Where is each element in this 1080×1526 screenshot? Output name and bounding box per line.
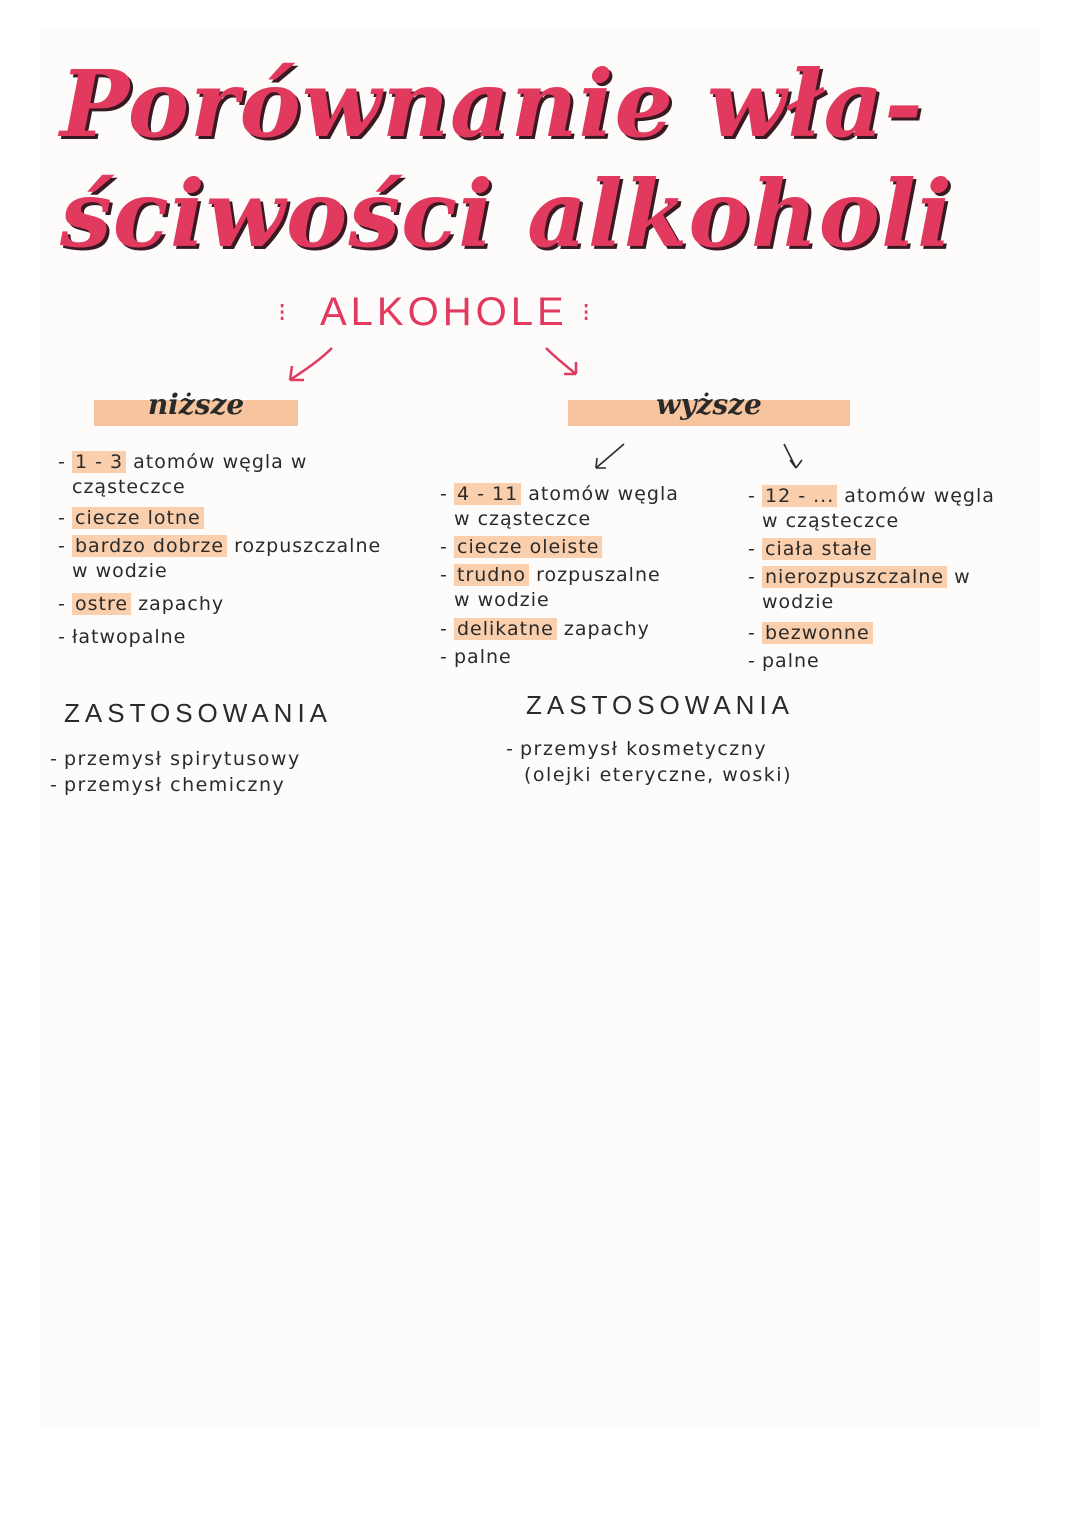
highlight: 12 - ...	[762, 485, 837, 507]
item-text: atomów węgla	[521, 483, 679, 505]
list-item: (olejki eteryczne, woski)	[524, 764, 792, 786]
highlight: trudno	[454, 564, 529, 586]
heading-decoration-left: ⁝	[278, 298, 287, 328]
item-text: łatwopalne	[72, 626, 187, 648]
item-text: w	[947, 566, 971, 588]
list-item: - przemysł chemiczny	[50, 772, 301, 798]
title-line-1: Porównanie wła-	[60, 50, 924, 158]
item-text: atomów węgla w	[126, 451, 308, 473]
list-item	[748, 537, 995, 562]
item-text: zapachy	[556, 618, 650, 640]
list-item	[440, 482, 679, 532]
highlight: ciecze oleiste	[454, 536, 602, 558]
higher-properties-list-1	[440, 482, 679, 673]
list-item	[58, 506, 381, 531]
arrow-sub-left-icon	[588, 440, 632, 474]
heading-alkohole: ALKOHOLE	[320, 290, 568, 334]
category-higher	[568, 388, 850, 426]
list-item: - przemysł kosmetyczny	[506, 736, 792, 762]
item-text-cont: w cząsteczce	[762, 510, 900, 532]
item-text-cont: w wodzie	[72, 560, 168, 582]
arrow-left-icon	[280, 340, 340, 390]
category-lower	[94, 388, 298, 426]
list-item	[748, 621, 995, 646]
list-item: - przemysł spirytusowy	[50, 746, 301, 772]
category-higher-label: wyższe	[656, 388, 762, 421]
list-item	[440, 617, 679, 642]
title-line-2: ściwości alkoholi	[60, 160, 953, 268]
item-text: atomów węgla	[837, 485, 995, 507]
list-item	[58, 534, 381, 584]
list-item	[58, 625, 381, 650]
item-text: palne	[762, 650, 820, 672]
arrow-sub-right-icon	[778, 440, 808, 474]
highlight: ostre	[72, 593, 131, 615]
highlight: 1 - 3	[72, 451, 126, 473]
applications-heading-higher: ZASTOSOWANIA	[526, 690, 795, 720]
list-item	[58, 592, 381, 617]
list-item	[748, 484, 995, 534]
applications-heading-lower: ZASTOSOWANIA	[64, 698, 333, 728]
item-text: palne	[454, 646, 512, 668]
highlight: bardzo dobrze	[72, 535, 227, 557]
category-lower-label: niższe	[147, 388, 245, 421]
lower-properties-list	[58, 450, 381, 653]
highlight: ciała stałe	[762, 538, 876, 560]
list-item	[748, 565, 995, 615]
highlight: nierozpuszczalne	[762, 566, 947, 588]
heading-decoration-right: ⁝	[582, 298, 591, 328]
item-text: zapachy	[131, 593, 225, 615]
item-text: rozpuszalne	[529, 564, 661, 586]
item-text-cont: w wodzie	[454, 589, 550, 611]
arrow-right-icon	[540, 342, 590, 382]
list-item	[58, 450, 381, 500]
higher-properties-list-2	[748, 484, 995, 677]
applications-list-lower	[50, 746, 301, 798]
highlight: delikatne	[454, 618, 557, 640]
list-item	[440, 563, 679, 613]
item-text-cont: wodzie	[762, 591, 835, 613]
list-item	[440, 645, 679, 670]
highlight: 4 - 11	[454, 483, 521, 505]
item-text-cont: cząsteczce	[72, 476, 186, 498]
list-item	[748, 649, 995, 674]
item-text: rozpuszczalne	[227, 535, 382, 557]
highlight: bezwonne	[762, 622, 873, 644]
item-text-cont: w cząsteczce	[454, 508, 592, 530]
applications-list-higher	[506, 736, 792, 788]
list-item	[440, 535, 679, 560]
highlight: ciecze lotne	[72, 507, 204, 529]
